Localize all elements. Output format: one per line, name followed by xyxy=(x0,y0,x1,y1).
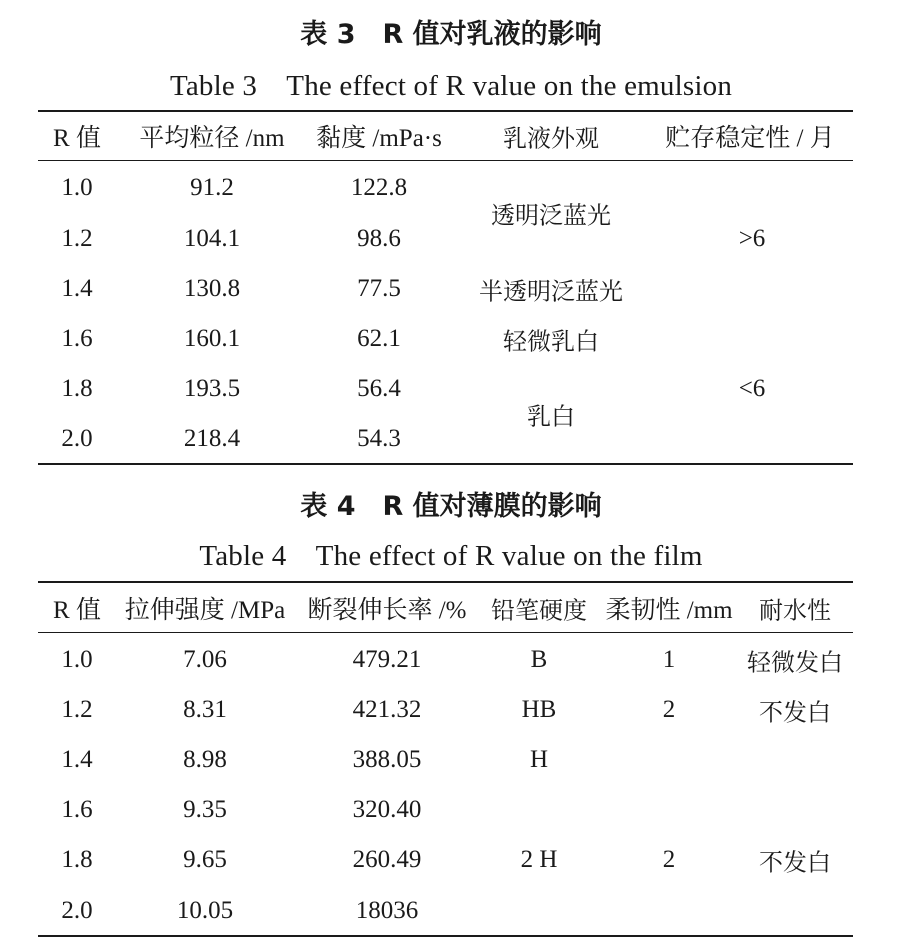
table4-cell-flexibility: 2 xyxy=(662,846,676,873)
table4-cell-tensile: 10.05 xyxy=(176,897,234,924)
table3-cell-viscosity: 62.1 xyxy=(357,325,401,352)
table3-cell-appearance: 半透明泛蓝光 xyxy=(479,277,623,306)
table3-header-r: R 值 xyxy=(53,125,101,152)
table3-cell-appearance: 轻微乳白 xyxy=(503,327,599,356)
table3-cell-size: 130.8 xyxy=(183,275,241,302)
table4-cell-tensile: 8.98 xyxy=(183,746,227,773)
table4-cell-elongation: 388.05 xyxy=(352,746,422,773)
table4-cell-elongation: 421.32 xyxy=(352,696,422,723)
table4-cell-tensile: 7.06 xyxy=(183,646,227,673)
table3-cell-r: 2.0 xyxy=(61,425,93,452)
table4-cell-elongation: 320.40 xyxy=(352,796,422,823)
table3-cell-r: 1.8 xyxy=(61,375,93,402)
table3-cell-appearance: 乳白 xyxy=(527,402,575,431)
table4-cell-r: 1.6 xyxy=(61,796,93,823)
table3-cell-r: 1.0 xyxy=(61,174,93,201)
table3-cell-size: 193.5 xyxy=(183,375,241,402)
table3-caption-en: Table 3 The effect of R value on the emulsion xyxy=(169,70,733,102)
table3-cell-size: 104.1 xyxy=(183,225,241,252)
table4-cell-hardness: H xyxy=(529,746,549,773)
table3-header-viscosity: 黏度 /mPa·s xyxy=(316,125,442,152)
table4-cell-flexibility: 2 xyxy=(662,696,676,723)
table4-header-r: R 值 xyxy=(53,597,101,624)
table4-cell-r: 2.0 xyxy=(61,897,93,924)
table3-cell-viscosity: 98.6 xyxy=(357,225,401,252)
table3-cell-r: 1.2 xyxy=(61,225,93,252)
table4-header-elongation: 断裂伸长率 /% xyxy=(307,597,467,624)
table3-cell-stability: <6 xyxy=(738,375,766,402)
table4-cell-r: 1.8 xyxy=(61,846,93,873)
table4-cell-hardness: HB xyxy=(521,696,557,723)
table4-caption-cn: 表 4 R 值对薄膜的影响 xyxy=(300,491,602,522)
table4-cell-flexibility: 1 xyxy=(662,646,676,673)
table3-header-stability: 贮存稳定性 / 月 xyxy=(665,125,835,152)
table3-cell-r: 1.6 xyxy=(61,325,93,352)
table4-caption-en: Table 4 The effect of R value on the film xyxy=(199,540,703,572)
table3-cell-stability: >6 xyxy=(738,225,766,252)
table4-cell-water: 不发白 xyxy=(759,848,831,877)
table3-cell-size: 160.1 xyxy=(183,325,241,352)
table3-cell-size: 218.4 xyxy=(183,425,241,452)
table4-cell-hardness: 2 H xyxy=(520,846,558,873)
table4-header-tensile: 拉伸强度 /MPa xyxy=(124,597,286,624)
table3-cell-size: 91.2 xyxy=(190,174,234,201)
table4-cell-elongation: 18036 xyxy=(355,897,419,924)
table4-bottom-rule xyxy=(38,935,853,937)
table3-cell-viscosity: 56.4 xyxy=(357,375,401,402)
table4-cell-water: 不发白 xyxy=(759,698,831,727)
table4-cell-tensile: 9.65 xyxy=(183,846,227,873)
table4-cell-r: 1.4 xyxy=(61,746,93,773)
table3-header-size: 平均粒径 /nm xyxy=(139,125,285,152)
table4-header-water: 耐水性 xyxy=(759,596,831,625)
table3-bottom-rule xyxy=(38,463,853,465)
table4-header-flexibility: 柔韧性 /mm xyxy=(605,597,733,624)
table3-cell-viscosity: 54.3 xyxy=(357,425,401,452)
table3-header-rule xyxy=(38,160,853,161)
table4-top-rule xyxy=(38,581,853,583)
table4-cell-hardness: B xyxy=(530,646,548,673)
table4-cell-elongation: 260.49 xyxy=(352,846,422,873)
table3-cell-viscosity: 122.8 xyxy=(350,174,408,201)
table3-cell-viscosity: 77.5 xyxy=(357,275,401,302)
table4-cell-r: 1.0 xyxy=(61,646,93,673)
table4-header-rule xyxy=(38,632,853,633)
table3-cell-appearance: 透明泛蓝光 xyxy=(491,201,611,230)
table3-top-rule xyxy=(38,110,853,112)
table4-cell-tensile: 9.35 xyxy=(183,796,227,823)
table4-header-hardness: 铅笔硬度 xyxy=(491,596,587,625)
table3-cell-r: 1.4 xyxy=(61,275,93,302)
table3-header-appearance: 乳液外观 xyxy=(503,124,599,153)
table4-cell-r: 1.2 xyxy=(61,696,93,723)
table3-caption-cn: 表 3 R 值对乳液的影响 xyxy=(300,19,602,50)
table4-cell-elongation: 479.21 xyxy=(352,646,422,673)
table4-cell-tensile: 8.31 xyxy=(183,696,227,723)
table4-cell-water: 轻微发白 xyxy=(747,648,843,677)
